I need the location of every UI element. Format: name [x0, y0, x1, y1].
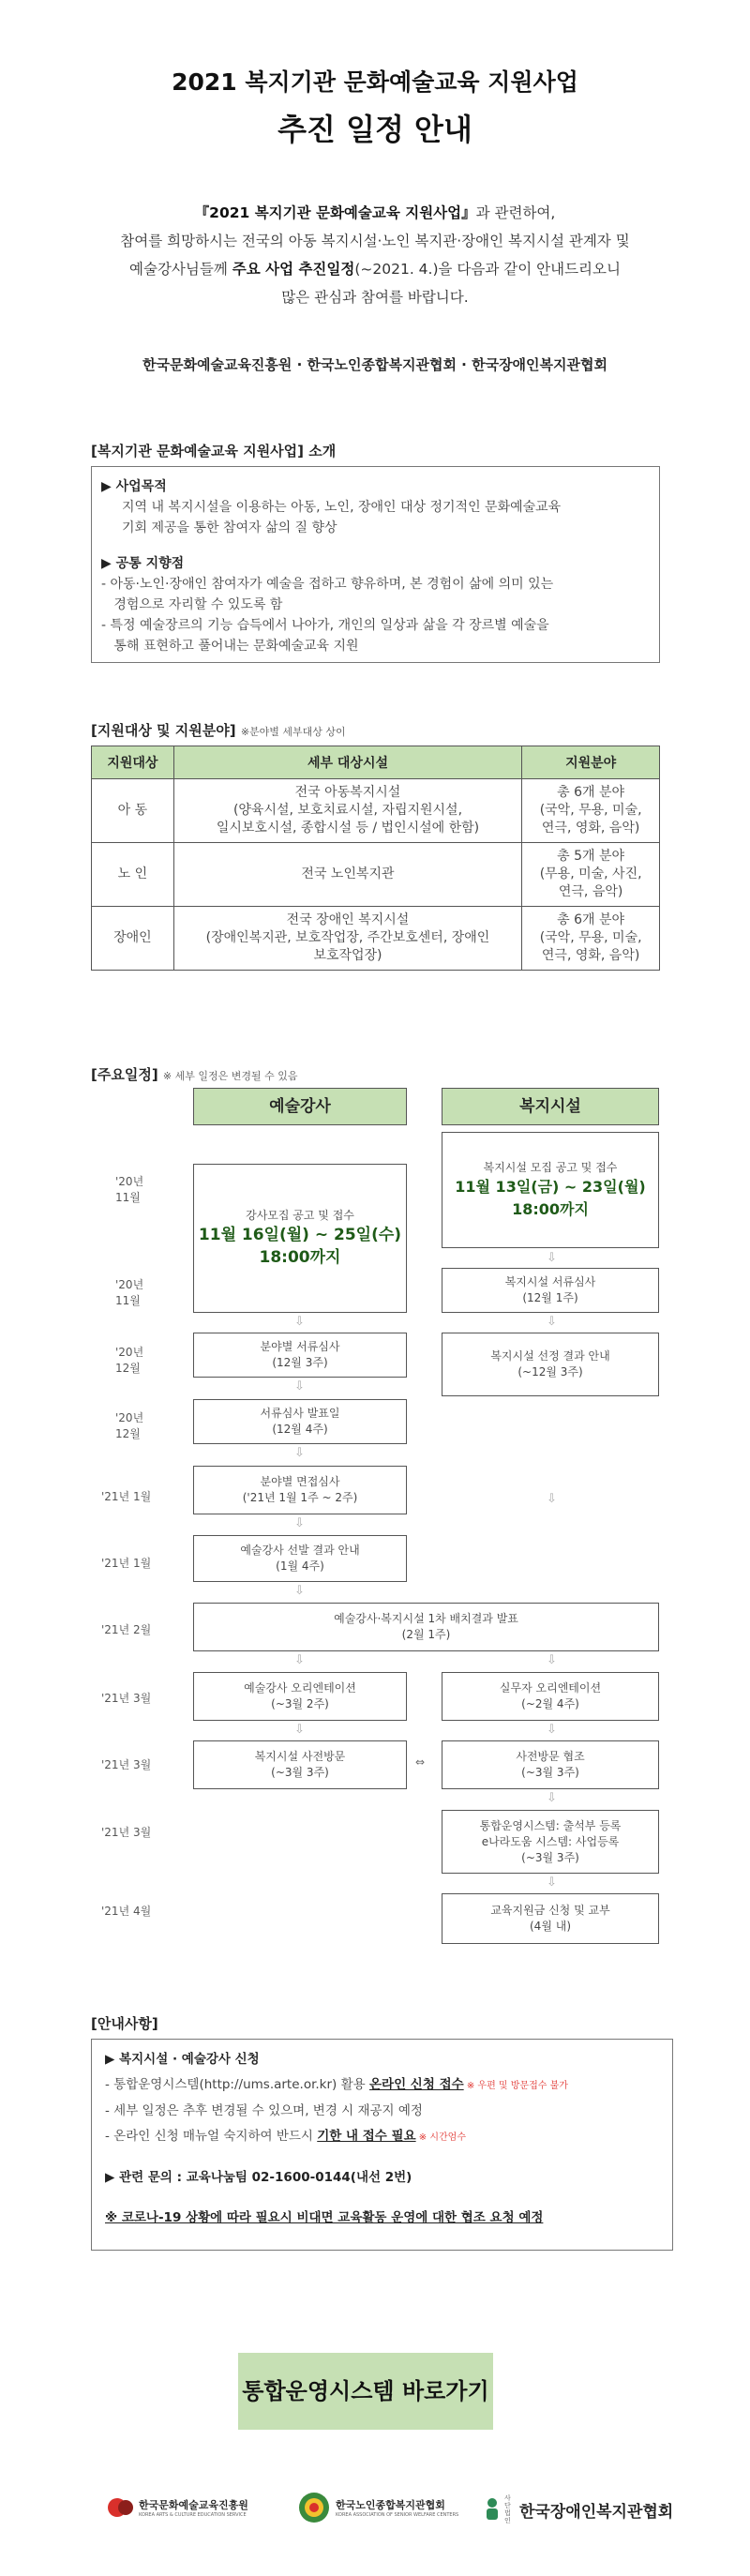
step-text: 예술강사 선발 결과 안내 [240, 1544, 360, 1557]
date-label: '21년 4월 [101, 1905, 152, 1918]
step-text: 서류심사 발표일 [260, 1407, 340, 1420]
notice-box [91, 2039, 673, 2251]
table-cell: 노 인 [92, 843, 174, 907]
step-sub: (~12월 3주) [518, 1365, 583, 1378]
artist-result-box [193, 1535, 407, 1582]
facility-orient-box [442, 1672, 659, 1721]
purpose-title: ▶ 사업목적 [101, 479, 167, 494]
step-time: 18:00까지 [259, 1248, 341, 1267]
disabled-logo-icon [483, 2497, 502, 2522]
cell-line: 총 6개 분야 [557, 785, 625, 800]
step-text: 복지시설 선정 결과 안내 [490, 1349, 610, 1363]
step-sub: (~2월 4주) [521, 1697, 579, 1710]
cell-line: (장애인복지관, 보호작업장, 주간보호센터, 장애인 [205, 930, 490, 945]
table-header: 세부 대상시설 [173, 746, 521, 779]
artist-doc-result-box [193, 1399, 407, 1444]
table-cell [173, 843, 521, 907]
table-row [92, 843, 660, 907]
table-row [92, 907, 660, 971]
senior-logo-icon [298, 2492, 330, 2523]
apply-line3: - 온라인 신청 매뉴얼 숙지하여 반드시 [105, 2129, 318, 2144]
cell-line: (국악, 무용, 미술, [539, 803, 642, 818]
date-label: '21년 1월 [101, 1557, 152, 1570]
facility-visit-box [442, 1740, 659, 1789]
step-text: 교육지원금 신청 및 교부 [490, 1904, 610, 1917]
targets-heading [91, 720, 346, 740]
logo1-name: 한국문화예술교육진흥원 [139, 2499, 248, 2511]
covid-note: ※ 코로나-19 상황에 따라 필요시 비대면 교육활동 운영에 대한 협조 요청 예정 [105, 2210, 544, 2225]
step-sub: (~3월 3주) [271, 1766, 329, 1779]
down-arrow-icon: ⇩ [547, 1492, 557, 1506]
cell-line: 총 6개 분야 [557, 912, 625, 927]
arte-logo-icon [107, 2494, 135, 2521]
table-cell [522, 779, 660, 843]
step-time: 18:00까지 [512, 1199, 589, 1218]
date-label: '21년 2월 [101, 1623, 152, 1636]
step-text: 예술강사 오리엔테이션 [244, 1681, 356, 1695]
cell-line: (국악, 무용, 미술, [539, 930, 642, 945]
table-cell: 장애인 [92, 907, 174, 971]
facility-recruit-box [442, 1132, 659, 1248]
date-label: '20년 11월 [115, 1175, 144, 1204]
link-arrow-icon: ⇔ [415, 1755, 426, 1769]
artist-visit-box [193, 1740, 407, 1789]
step-text: 분야별 면접심사 [260, 1475, 340, 1488]
direction-line: 경험으로 자리할 수 있도록 함 [101, 597, 283, 612]
down-arrow-icon: ⇩ [294, 1315, 305, 1329]
cell-line: 총 5개 분야 [557, 849, 625, 864]
step-sub: (~3월 3주) [521, 1850, 579, 1864]
step-sub: (1월 4주) [276, 1559, 324, 1573]
step-sub: ('21년 1월 1주 ~ 2주) [242, 1491, 358, 1504]
cell-line: 연극, 음악) [558, 884, 623, 899]
intro-line1-rest: 과 관련하여, [475, 204, 556, 221]
apply-line2: - 세부 일정은 추후 변경될 수 있으며, 변경 시 재공지 예정 [105, 2103, 423, 2118]
down-arrow-icon: ⇩ [547, 1251, 557, 1265]
notice-heading: [안내사항] [91, 2015, 158, 2032]
date-label: '20년 12월 [115, 1411, 144, 1440]
date-label: '21년 3월 [101, 1758, 152, 1771]
step-text: 복지시설 모집 공고 및 접수 [483, 1160, 618, 1174]
cell-line: 전국 장애인 복지시설 [286, 912, 410, 927]
artist-doc-box [193, 1333, 407, 1378]
apply-line1: - 통합운영시스템(http://ums.arte.or.kr) 활용 [105, 2077, 369, 2092]
down-arrow-icon: ⇩ [294, 1584, 305, 1598]
table-cell: 아 동 [92, 779, 174, 843]
down-arrow-icon: ⇩ [294, 1446, 305, 1460]
artist-orient-box [193, 1672, 407, 1721]
targets-heading-text: [지원대상 및 지원분야] [91, 722, 236, 739]
logo2-name: 한국노인종합복지관협회 [336, 2499, 445, 2511]
cell-line: (양육시설, 보호치료시설, 자립지원시설, [232, 803, 463, 818]
page-title-line2: 추진 일정 안내 [278, 112, 472, 147]
step-date: 11월 13일(금) ~ 23일(월) [455, 1177, 646, 1196]
date-label: '21년 3월 [101, 1692, 152, 1705]
table-cell [522, 907, 660, 971]
purpose-line: 지역 내 복지시설을 이용하는 아동, 노인, 장애인 대상 정기적인 문화예술교육 [122, 500, 562, 515]
cell-line: 전국 노인복지관 [301, 866, 395, 881]
intro-line4: 많은 관심과 참여를 바랍니다. [281, 289, 469, 306]
artist-interview-box [193, 1466, 407, 1514]
down-arrow-icon: ⇩ [547, 1315, 557, 1329]
schedule-note: ※ 세부 일정은 변경될 수 있음 [162, 1070, 298, 1082]
cell-line: 일시보호시설, 종합시설 등 / 법인시설에 한함) [216, 821, 480, 836]
integrated-system-button[interactable]: 통합운영시스템 바로가기 [238, 2353, 493, 2430]
down-arrow-icon: ⇩ [294, 1723, 305, 1737]
step-text: 사전방문 협조 [516, 1750, 585, 1763]
cell-line: 연극, 영화, 음악) [541, 821, 640, 836]
cell-line: (무용, 미술, 사진, [539, 866, 642, 881]
step-text: 예술강사·복지시설 1차 배치결과 발표 [334, 1612, 518, 1625]
contact-line: ▶ 관련 문의 : 교육나눔팀 02-1600-0144(내선 2번) [105, 2170, 412, 2185]
facility-column-header: 복지시설 [442, 1088, 659, 1125]
time-note-red: ※ 시간엄수 [415, 2132, 467, 2143]
date-label: '21년 3월 [101, 1826, 152, 1839]
table-row [92, 779, 660, 843]
facility-register-box [442, 1810, 659, 1874]
schedule-heading-text: [주요일정] [91, 1066, 158, 1083]
step-text: 강사모집 공고 및 접수 [246, 1209, 354, 1222]
logo1-sub: KOREA ARTS & CULTURE EDUCATION SERVICE [139, 2512, 247, 2518]
cell-line: 보호작업장) [313, 948, 382, 963]
cell-line: 연극, 영화, 음악) [541, 948, 640, 963]
cell-line: 전국 아동복지시설 [294, 785, 401, 800]
date-label: '20년 12월 [115, 1346, 144, 1375]
facility-result-box [442, 1333, 659, 1396]
schedule-heading [91, 1064, 298, 1084]
online-apply: 온라인 신청 접수 [368, 2077, 464, 2092]
apply-title: ▶ 복지시설 · 예술강사 신청 [105, 2052, 260, 2067]
logo-disabled [483, 2494, 673, 2524]
step-sub: (12월 1주) [522, 1291, 578, 1304]
table-cell [173, 907, 521, 971]
step-text: e나라도움 시스템: 사업등록 [481, 1834, 620, 1848]
logo2-sub: KOREA ASSOCIATION OF SENIOR WELFARE CENTERS [336, 2512, 459, 2518]
overview-heading: [복지기관 문화예술교육 지원사업] 소개 [91, 443, 337, 459]
page-title-line1: 2021 복지기관 문화예술교육 지원사업 [172, 68, 578, 96]
step-sub: (~3월 2주) [271, 1697, 329, 1710]
step-text: 복지시설 서류심사 [504, 1275, 596, 1288]
step-sub: (12월 4주) [272, 1423, 328, 1436]
intro-line3-bold: 주요 사업 추진일정 [232, 261, 355, 278]
direction-title: ▶ 공통 지향점 [101, 556, 185, 571]
step-text: 복지시설 사전방문 [254, 1750, 346, 1763]
direction-line: - 특정 예술장르의 기능 습득에서 나아가, 개인의 일상과 삶을 각 장르별 예술을 [101, 618, 549, 633]
logo3-prefix: 사단법인 [504, 2494, 511, 2524]
artist-column-header: 예술강사 [193, 1088, 407, 1125]
intro-bold: 『2021 복지기관 문화예술교육 지원사업』 [194, 204, 476, 221]
facility-doc-box [442, 1268, 659, 1313]
date-label: '21년 1월 [101, 1490, 152, 1503]
down-arrow-icon: ⇩ [547, 1723, 557, 1737]
overview-box [91, 466, 660, 663]
direction-line: 통해 표현하고 풀어내는 문화예술교육 지원 [101, 639, 359, 654]
matching-box [193, 1603, 659, 1651]
date-label: '20년 11월 [115, 1278, 144, 1307]
intro-line3-a: 예술강사님들께 [129, 261, 232, 278]
step-sub: (4월 내) [530, 1920, 571, 1933]
step-sub: (2월 1주) [401, 1628, 451, 1641]
step-text: 통합운영시스템: 출석부 등록 [479, 1818, 622, 1832]
down-arrow-icon: ⇩ [547, 1876, 557, 1890]
step-date: 11월 16일(월) ~ 25일(수) [198, 1226, 402, 1244]
table-cell [173, 779, 521, 843]
down-arrow-icon: ⇩ [294, 1379, 305, 1393]
down-arrow-icon: ⇩ [547, 1653, 557, 1667]
direction-line: - 아동·노인·장애인 참여자가 예술을 접하고 향유하며, 본 경험이 삶에 의미 있는 [101, 577, 554, 592]
step-text: 실무자 오리엔테이션 [499, 1681, 602, 1695]
intro-line3-b: (~2021. 4.)을 다음과 같이 안내드리오니 [354, 261, 621, 278]
targets-note: ※분야별 세부대상 상이 [240, 726, 346, 738]
organizers: 한국문화예술교육진흥원 · 한국노인종합복지관협회 · 한국장애인복지관협회 [142, 356, 608, 373]
step-sub: (~3월 3주) [521, 1766, 579, 1779]
artist-recruit-box [193, 1164, 407, 1313]
deadline-note: 기한 내 접수 필요 [317, 2129, 416, 2144]
apply-note-red: ※ 우편 및 방문접수 불가 [463, 2081, 568, 2091]
down-arrow-icon: ⇩ [294, 1653, 305, 1667]
table-cell [522, 843, 660, 907]
facility-fund-box [442, 1893, 659, 1944]
down-arrow-icon: ⇩ [294, 1516, 305, 1530]
logo-senior [298, 2492, 458, 2523]
down-arrow-icon: ⇩ [547, 1791, 557, 1805]
logo-arte [107, 2494, 248, 2521]
targets-table [91, 746, 660, 971]
table-header: 지원분야 [522, 746, 660, 779]
logo3-name: 한국장애인복지관협회 [519, 2502, 674, 2522]
intro-text [56, 199, 694, 311]
purpose-line: 기회 제공을 통한 참여자 삶의 질 향상 [122, 520, 338, 535]
step-text: 분야별 서류심사 [260, 1340, 340, 1353]
intro-line2: 참여를 희망하시는 전국의 아동 복지시설·노인 복지관·장애인 복지시설 관계자 및 [120, 233, 630, 249]
table-header: 지원대상 [92, 746, 174, 779]
step-sub: (12월 3주) [272, 1356, 328, 1369]
